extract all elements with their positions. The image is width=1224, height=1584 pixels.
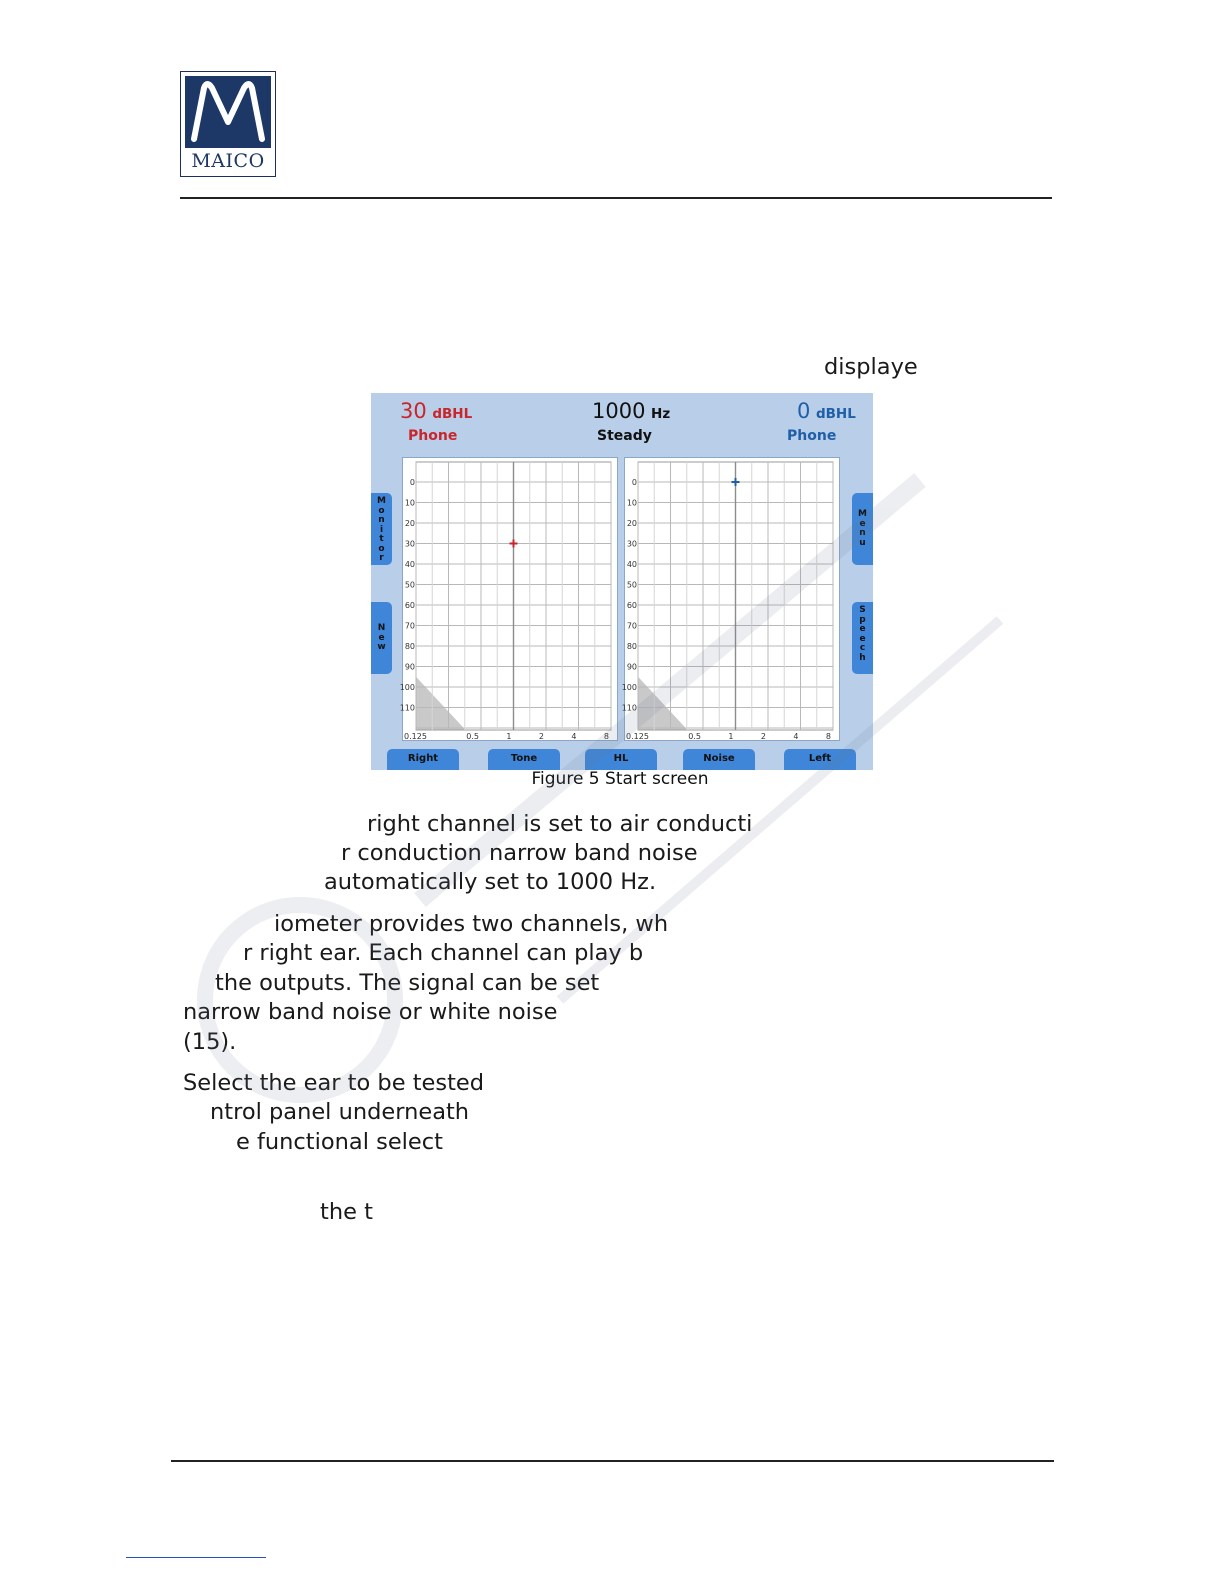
tab-letter: h — [859, 652, 866, 663]
left-transducer: Phone — [408, 428, 458, 444]
y-tick-label: 50 — [404, 580, 415, 590]
noise-button[interactable]: Noise — [683, 749, 755, 770]
monitor-tab[interactable] — [371, 493, 392, 565]
y-tick-label: 100 — [621, 683, 637, 692]
y-tick-label: 80 — [626, 642, 637, 651]
tab-letter: o — [378, 505, 385, 516]
y-tick-label: 20 — [404, 519, 415, 528]
text-line: r right ear. Each channel can play b — [243, 940, 644, 966]
tab-letter: u — [859, 537, 866, 548]
left-level-readout: 30 dBHL — [400, 399, 473, 423]
audiogram-right — [621, 457, 840, 741]
tab-letter: M — [858, 509, 867, 519]
header-rule — [180, 197, 1052, 199]
maico-logo — [180, 71, 276, 177]
y-tick-label: 40 — [404, 560, 415, 569]
x-tick-label: 1 — [506, 732, 512, 741]
text-line: e functional select — [236, 1129, 443, 1155]
tab-letter: e — [378, 632, 385, 643]
y-tick-label: 90 — [404, 662, 415, 672]
shaded-region — [416, 677, 466, 730]
y-tick-label: 110 — [399, 703, 415, 713]
x-tick-label: 1 — [728, 732, 734, 741]
signal-type: Steady — [597, 428, 652, 444]
tab-letter: N — [377, 623, 386, 633]
x-tick-label: 4 — [571, 732, 577, 741]
tab-letter: c — [859, 643, 866, 653]
footnote-rule — [126, 1557, 266, 1558]
text-line: the outputs. The signal can be set — [215, 970, 600, 996]
tab-letter: e — [859, 518, 866, 529]
tab-letter: n — [378, 515, 385, 525]
y-tick-label: 110 — [621, 703, 637, 713]
tab-letter: w — [377, 642, 386, 652]
audiogram-left — [399, 457, 618, 741]
audiometer-start-screen — [371, 393, 873, 770]
new-tab[interactable] — [371, 602, 392, 674]
tone-button[interactable]: Tone — [488, 749, 560, 770]
left-button[interactable]: Left — [784, 749, 856, 770]
frequency-readout: 1000 Hz — [592, 399, 671, 423]
y-tick-label: 90 — [626, 662, 637, 672]
text-line: right channel is set to air conducti — [367, 811, 753, 837]
logo-brand-text: MAICO — [191, 150, 265, 172]
y-tick-label: 30 — [626, 539, 637, 549]
y-tick-label: 10 — [626, 498, 637, 508]
menu-tab[interactable] — [852, 493, 873, 565]
x-tick-label: 8 — [825, 732, 831, 741]
text-line: displaye — [824, 354, 918, 380]
tab-letter: r — [379, 553, 384, 563]
right-transducer: Phone — [787, 428, 837, 444]
y-tick-label: 70 — [404, 621, 415, 631]
tab-letter: t — [379, 534, 384, 544]
text-line: (15). — [183, 1029, 237, 1055]
x-tick-label: 0.125 — [626, 732, 649, 741]
x-tick-label: 2 — [538, 732, 544, 741]
y-tick-label: 60 — [404, 601, 415, 610]
x-tick-label: 2 — [760, 732, 766, 741]
y-tick-label: 40 — [626, 560, 637, 569]
right-button[interactable]: Right — [387, 749, 459, 770]
text-line: ntrol panel underneath — [210, 1099, 470, 1125]
tab-letter: e — [859, 624, 866, 634]
tab-letter: i — [379, 524, 384, 535]
tab-letter: e — [859, 633, 866, 644]
x-tick-label: 0.125 — [404, 732, 427, 741]
y-tick-label: 0 — [631, 478, 637, 487]
text-line: narrow band noise or white noise — [183, 999, 558, 1025]
x-tick-label: 8 — [603, 732, 609, 741]
text-line: automatically set to 1000 Hz. — [324, 869, 657, 895]
speech-tab[interactable] — [852, 602, 873, 674]
y-tick-label: 10 — [404, 498, 415, 508]
tab-letter: n — [859, 528, 866, 538]
audiogram-right-plot — [621, 458, 841, 742]
y-tick-label: 80 — [404, 642, 415, 651]
y-tick-label: 60 — [626, 601, 637, 610]
y-tick-label: 70 — [626, 621, 637, 631]
audiogram-left-plot — [399, 458, 619, 742]
y-tick-label: 0 — [409, 478, 415, 487]
text-line: the t — [320, 1199, 373, 1225]
text-line: Select the ear to be tested — [183, 1070, 485, 1096]
tab-letter: p — [859, 614, 866, 625]
text-line: iometer provides two channels, wh — [274, 911, 669, 937]
figure-caption: Figure 5 Start screen — [531, 769, 709, 789]
footer-rule — [171, 1460, 1054, 1462]
tab-letter: o — [378, 543, 385, 554]
x-tick-label: 4 — [793, 732, 799, 741]
y-tick-label: 50 — [626, 580, 637, 590]
x-tick-label: 0.5 — [688, 732, 701, 741]
tab-letter: M — [377, 496, 386, 506]
shaded-region — [638, 677, 688, 730]
text-line: r conduction narrow band noise — [341, 840, 698, 866]
maico-m-icon — [185, 76, 271, 148]
x-tick-label: 0.5 — [466, 732, 479, 741]
hl-button[interactable]: HL — [585, 749, 657, 770]
y-tick-label: 30 — [404, 539, 415, 549]
tab-letter: S — [859, 605, 866, 615]
y-tick-label: 20 — [626, 519, 637, 528]
right-level-readout: 0 dBHL — [797, 399, 856, 423]
y-tick-label: 100 — [399, 683, 415, 692]
